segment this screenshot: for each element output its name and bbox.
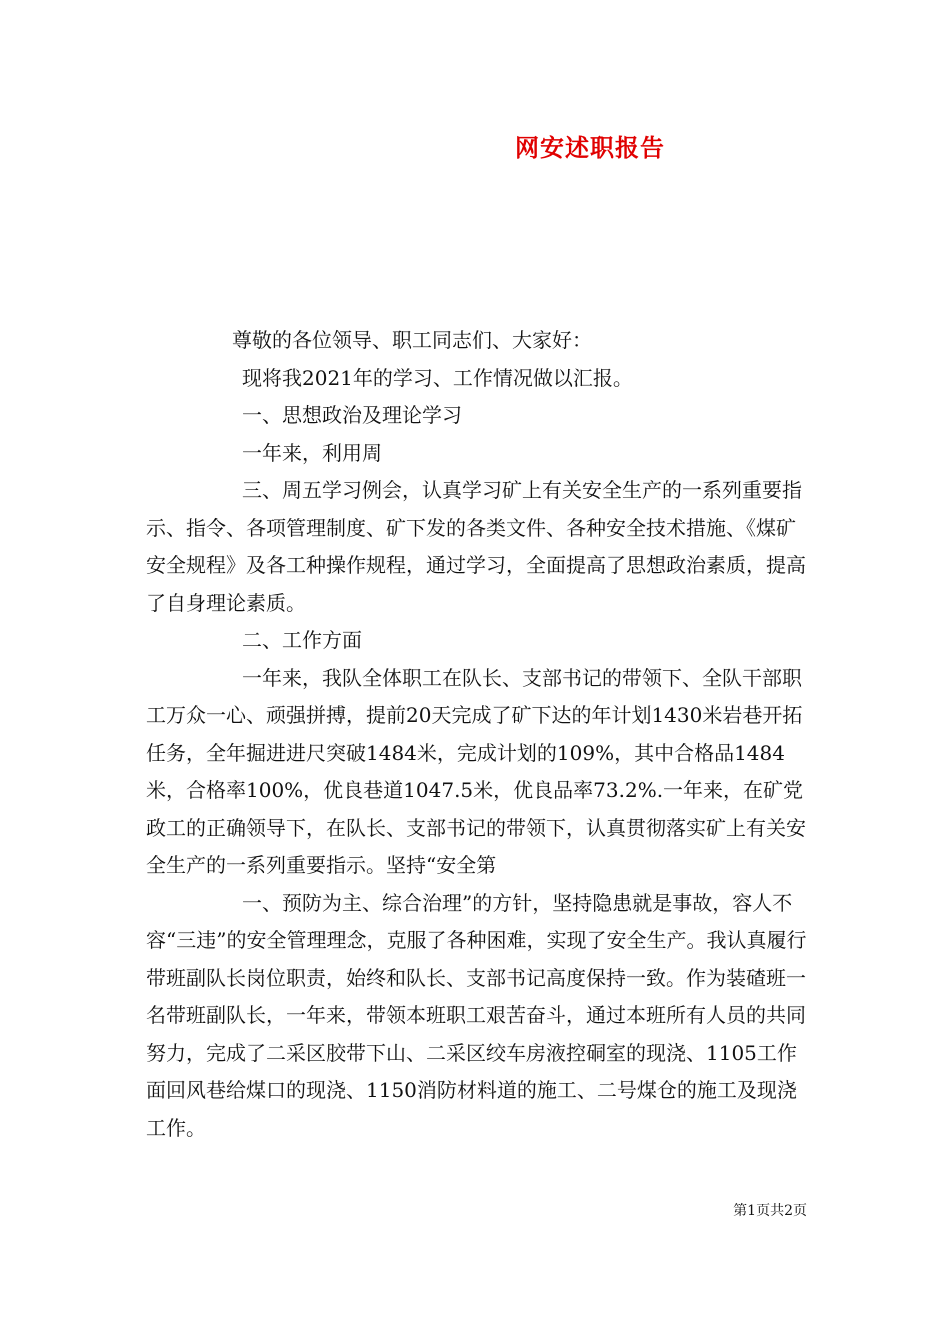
paragraph: 现将我2021年的学习、工作情况做以汇报。	[242, 365, 633, 390]
paragraph: 三、周五学习例会，认真学习矿上有关安全生产的一系列重要指示、指令、各项管理制度、矿下发的各类文件、各种安全技术措施、《煤矿安全规程》及各工种操作规程，通过学习，全面提高了思想政治素质，提高了自身理论素质。	[146, 478, 806, 615]
paragraph: 二、工作方面	[242, 628, 362, 652]
paragraph: 一年来，利用周	[242, 440, 382, 465]
paragraph: 一年来，我队全体职工在队长、支部书记的带领下、全队干部职工万众一心、顽强拼搏，提前20天完成了矿下达的年计划1430米岩巷开拓任务，全年掘进进尺突破1484米，完成计划的109%，其中合格品1484米，合格率100%，优良巷道1047.5米，优良品率73.2%.一年来，在矿党政工的正确领导下，在队长、支部书记的带领下，认真贯彻落实矿上有关安全生产的一系列重要指示。坚持“安全第	[146, 665, 806, 877]
document-body	[146, 322, 811, 1147]
page-footer: 第1页共2页	[733, 1203, 807, 1219]
paragraph: 尊敬的各位领导、职工同志们、大家好：	[232, 328, 592, 352]
paragraph: 一、预防为主、综合治理”的方针，坚持隐患就是事故，容人不容“三违”的安全管理理念，克服了各种困难，实现了安全生产。我认真履行带班副队长岗位职责，始终和队长、支部书记高度保持一致。作为装碴班一名带班副队长，一年来，带领本班职工艰苦奋斗，通过本班所有人员的共同努力，完成了二采区胶带下山、二采区绞车房液控硐室的现浇、1105工作面回风巷给煤口的现浇、1150消防材料道的施工、二号煤仓的施工及现浇工作。	[146, 890, 807, 1140]
paragraph: 一、思想政治及理论学习	[242, 403, 462, 427]
document-title: 网安述职报告	[515, 133, 665, 162]
